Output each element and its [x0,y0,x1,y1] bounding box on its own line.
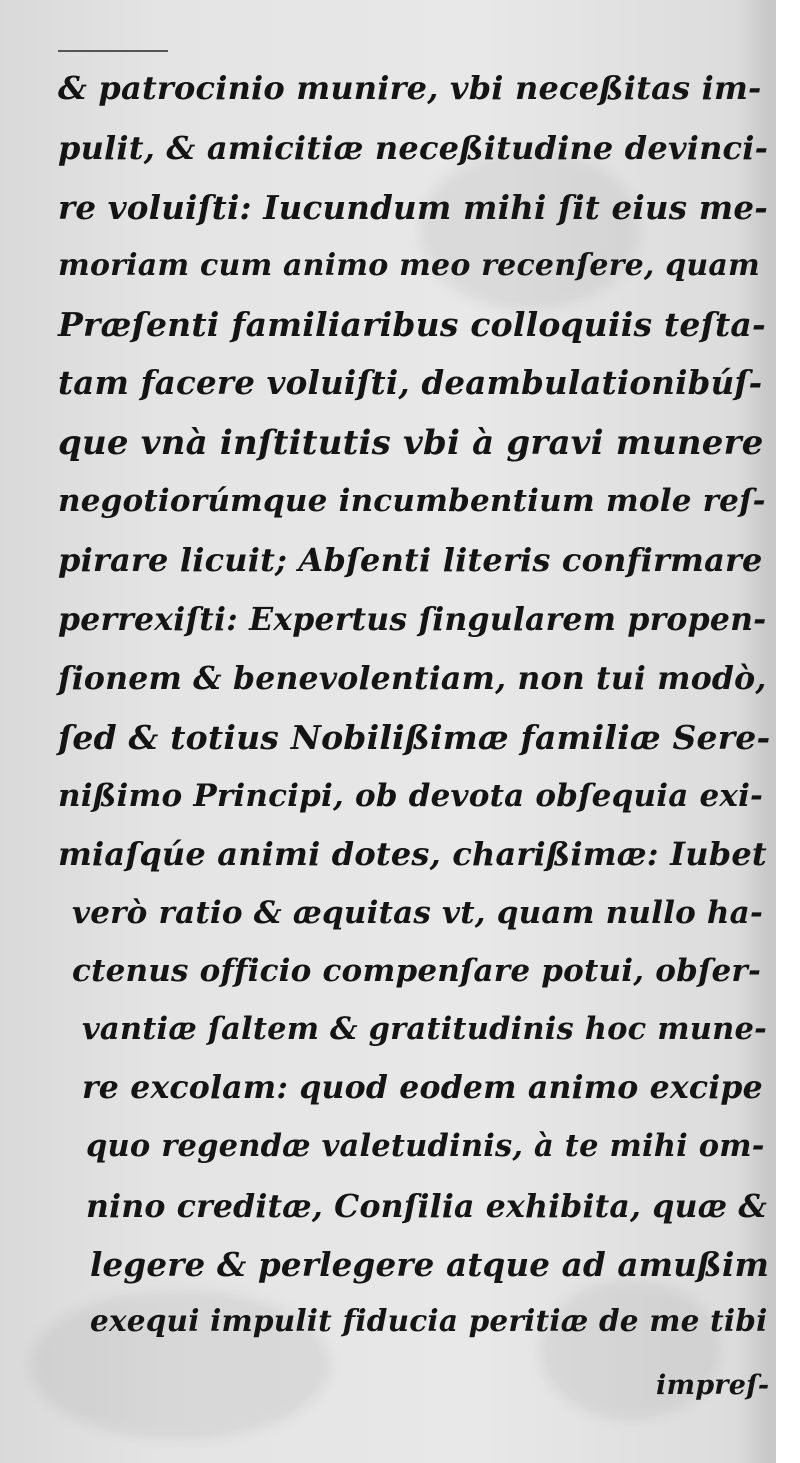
text-line: pirare licuit; Abſenti literis confirmare [58,541,763,579]
text-line: re excolam: quod eodem animo excipe [82,1069,763,1106]
top-rule [58,50,168,52]
text-line: nino creditæ, Conſilia exhibita, quæ & [86,1188,768,1225]
text-line: vantiæ ſaltem & gratitudinis hoc mune- [82,1011,767,1047]
text-line: ſed & totius Nobilißimæ familiæ Sere- [58,718,771,757]
text-line: re voluiſti: Iucundum mihi ſit eius me- [58,188,768,227]
text-line: exequi impulit fiducia peritiæ de me tibi [90,1303,768,1338]
text-line: perrexiſti: Expertus ſingularem propen- [58,601,767,638]
text-line: tam facere voluiſti, deambulationibúſ- [58,363,763,402]
text-line: & patrocinio munire, vbi neceßitas im- [58,69,762,107]
text-line: Præſenti familiaribus colloquiis teſta- [58,305,766,344]
text-line: moriam cum animo meo recenſere, quam [58,248,760,283]
text-line: nißimo Principi, ob devota obſequia exi- [58,778,764,814]
text-line: miaſqúe animi dotes, charißimæ: Iubet [58,835,767,873]
text-line: ſionem & benevolentiam, non tui modò, [58,660,767,697]
text-line: ctenus officio compenſare potui, obſer- [72,953,762,989]
paper-stain [420,150,640,310]
text-line: negotiorúmque incumbentium mole reſ- [58,483,766,519]
text-line: legere & perlegere atque ad amußim [90,1245,770,1284]
text-line: verò ratio & æquitas vt, quam nullo ha- [72,895,764,931]
text-line: quo regendæ valetudinis, à te mihi om- [86,1128,765,1164]
page-edge [776,0,800,1463]
text-line: que vnà inſtitutis vbi à gravi munere [58,423,764,463]
text-line: pulit, & amicitiæ neceßitudine devinci- [58,129,769,167]
text-line: impreſ- [656,1370,770,1401]
